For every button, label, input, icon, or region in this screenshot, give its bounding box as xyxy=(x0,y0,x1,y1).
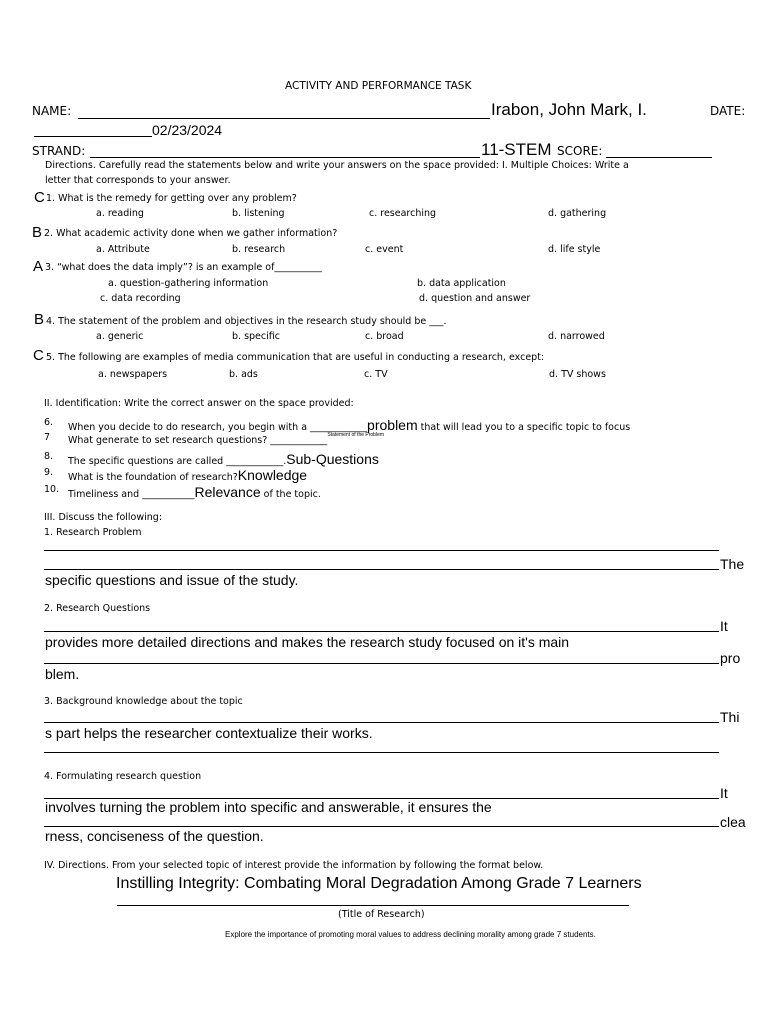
q1-answer: C xyxy=(34,189,45,206)
q3-choice-a: a. question-gathering information xyxy=(108,278,269,289)
q3-text: 3. “what does the data imply”? is an example of__________ xyxy=(45,262,322,273)
part2-heading: II. Identification: Write the correct answer on the space provided: xyxy=(44,398,354,409)
q2-choice-a: a. Attribute xyxy=(96,244,150,255)
i8-number: 8. xyxy=(44,451,54,462)
q5-choice-c: c. TV xyxy=(364,369,388,380)
d1-answer: specific questions and issue of the study. xyxy=(45,572,299,588)
name-label: NAME: xyxy=(32,104,72,118)
i9-line: What is the foundation of research?Knowledge xyxy=(68,467,308,483)
i6-number: 6. xyxy=(44,417,54,428)
q1-choice-a: a. reading xyxy=(96,208,144,219)
directions-line-2: letter that corresponds to your answer. xyxy=(45,175,231,186)
directions-line-1: Directions. Carefully read the statements below and write your answers on the space provided: I. Multiple Choices: Write a xyxy=(45,160,629,171)
q4-text: 4. The statement of the problem and objectives in the research study should be ___. xyxy=(46,316,447,327)
q1-choice-d: d. gathering xyxy=(548,208,607,219)
i9-number: 9. xyxy=(44,467,54,478)
d1-tail: The xyxy=(720,556,745,572)
d3-label: 3. Background knowledge about the topic xyxy=(44,696,243,707)
strand-label: STRAND: xyxy=(32,144,86,158)
d2-line-1 xyxy=(44,631,719,632)
title-line xyxy=(117,905,629,906)
q3-choice-c: c. data recording xyxy=(100,293,181,304)
i6-line: When you decide to do research, you begin with a ____________problem that will lead you to a specific topic to focus xyxy=(68,417,631,433)
i7-number: 7 xyxy=(44,432,51,443)
d1-line-1 xyxy=(44,550,719,551)
d3-line-2 xyxy=(44,752,719,753)
q2-choice-c: c. event xyxy=(365,244,404,255)
date-line xyxy=(34,136,152,137)
q5-choice-b: b. ads xyxy=(229,369,258,380)
d4-tail-2: clea xyxy=(720,814,746,830)
d4-label: 4. Formulating research question xyxy=(44,771,202,782)
d4-answer-end: rness, conciseness of the question. xyxy=(45,828,264,844)
q1-choice-b: b. listening xyxy=(232,208,285,219)
part3-heading: III. Discuss the following: xyxy=(44,512,163,523)
d2-answer-end: blem. xyxy=(45,666,80,682)
q3-choice-b: b. data application xyxy=(417,278,506,289)
q5-choice-d: d. TV shows xyxy=(549,369,606,380)
d3-line-1 xyxy=(44,722,719,723)
q5-choice-a: a. newspapers xyxy=(98,369,168,380)
q4-answer: B xyxy=(34,311,45,328)
strand-value: 11-STEM xyxy=(481,140,552,159)
q3-answer: A xyxy=(33,258,44,275)
d2-answer: provides more detailed directions and makes the research study focused on it's main xyxy=(45,634,570,650)
d3-tail: Thi xyxy=(720,709,740,725)
q5-answer: C xyxy=(33,347,44,364)
name-line xyxy=(78,118,490,119)
i8-line: The specific questions are called ____________.Sub-Questions xyxy=(68,451,379,467)
d2-line-2 xyxy=(44,663,719,664)
title-caption: (Title of Research) xyxy=(338,909,425,920)
research-objective: Explore the importance of promoting moral values to address declining morality among grade 7 students. xyxy=(225,930,596,939)
d1-line-2 xyxy=(44,569,719,570)
q2-choice-d: d. life style xyxy=(548,244,601,255)
i10-line: Timeliness and ___________Relevance of the topic. xyxy=(68,484,321,500)
i10-answer: Relevance xyxy=(194,484,261,500)
d4-tail: It xyxy=(720,785,728,801)
page-title: ACTIVITY AND PERFORMANCE TASK xyxy=(285,80,472,92)
q1-choice-c: c. researching xyxy=(369,208,437,219)
q2-text: 2. What academic activity done when we gather information? xyxy=(44,228,338,239)
i6-answer: problem xyxy=(367,417,418,433)
i7-line: What generate to set research questions? ____________$^{Statement of the Problem}$ xyxy=(68,432,385,446)
d4-answer: involves turning the problem into specific and answerable, it ensures the xyxy=(45,799,492,815)
date-value: 02/23/2024 xyxy=(152,122,223,138)
research-title: Instilling Integrity: Combating Moral Degradation Among Grade 7 Learners xyxy=(116,875,642,892)
d4-line-2 xyxy=(44,826,719,827)
i9-answer: Knowledge xyxy=(237,467,308,483)
q4-choice-c: c. broad xyxy=(365,331,404,342)
d2-label: 2. Research Questions xyxy=(44,603,151,614)
score-line xyxy=(606,157,712,158)
q2-answer: B xyxy=(32,224,43,241)
q4-choice-b: b. specific xyxy=(232,331,280,342)
d3-answer: s part helps the researcher contextualize their works. xyxy=(45,725,373,741)
q2-choice-b: b. research xyxy=(232,244,286,255)
i10-number: 10. xyxy=(44,484,60,495)
d2-tail: It xyxy=(720,618,728,634)
d2-tail-2: pro xyxy=(720,650,741,666)
d1-label: 1. Research Problem xyxy=(44,527,142,538)
i7-answer: Statement of the Problem xyxy=(327,432,385,438)
score-label: SCORE: xyxy=(557,144,603,158)
q3-choice-d: d. question and answer xyxy=(419,293,531,304)
name-value: Irabon, John Mark, I. xyxy=(491,100,647,119)
q1-text: 1. What is the remedy for getting over any problem? xyxy=(46,193,297,204)
strand-line xyxy=(90,157,480,158)
date-label: DATE: xyxy=(710,104,746,118)
i8-answer: Sub-Questions xyxy=(286,451,379,467)
q5-text: 5. The following are examples of media communication that are useful in conducting a research, except: xyxy=(46,352,545,363)
part4-heading: IV. Directions. From your selected topic of interest provide the information by following the format below. xyxy=(44,860,544,871)
q4-choice-a: a. generic xyxy=(96,331,144,342)
q4-choice-d: d. narrowed xyxy=(548,331,605,342)
